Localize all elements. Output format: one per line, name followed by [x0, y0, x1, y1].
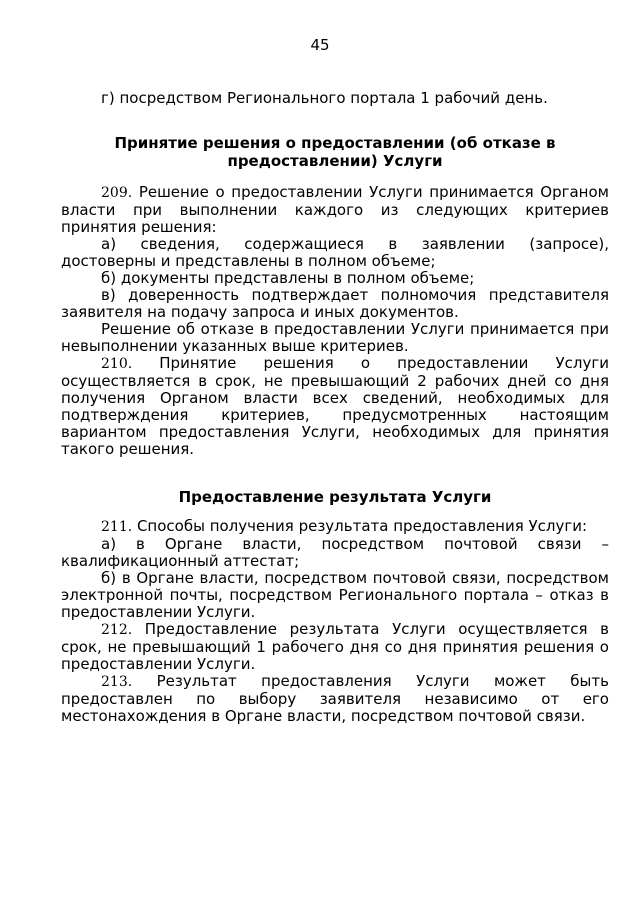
paragraph-text: Решение о предоставлении Услуги принимается Органом власти при выполнении каждого из следующих критериев принятия решения: [61, 183, 609, 236]
paragraph-211 [61, 518, 609, 536]
section1-heading [61, 134, 609, 170]
refusal-paragraph: Решение об отказе в предоставлении Услуги принимается при невыполнении указанных выше критериев. [61, 320, 609, 355]
paragraph-number: 213. [101, 674, 133, 690]
paragraph-number: 210. [101, 356, 133, 372]
intro-text: г) посредством Регионального портала 1 рабочий день. [101, 89, 548, 107]
paragraph-213 [61, 673, 609, 725]
page-number: 45 [310, 36, 330, 54]
list-item-b: б) документы представлены в полном объеме; [101, 269, 475, 287]
section1-body [61, 184, 609, 458]
paragraph-number: 209. [101, 185, 133, 201]
paragraph-210 [61, 355, 609, 458]
section1-heading-line2: предоставлении) Услуги [227, 152, 443, 170]
paragraph-212 [61, 621, 609, 673]
list-item-a: а) сведения, содержащиеся в заявлении (запросе), достоверны и представлены в полном объеме; [61, 235, 609, 270]
paragraph-text: Способы получения результата предоставления Услуги: [136, 517, 588, 535]
paragraph-text: Предоставление результата Услуги осуществляется в срок, не превышающий 1 рабочего дня со дня принятия решения о предоставлении Услуги. [61, 620, 609, 673]
section2-body [61, 518, 609, 725]
list-item-a: а) в Органе власти, посредством почтовой связи – квалификационный аттестат; [61, 535, 609, 570]
section1-heading-line1: Принятие решения о предоставлении (об отказе в [114, 134, 556, 152]
paragraph-text: Результат предоставления Услуги может быть предоставлен по выбору заявителя независимо от его местонахождения в Органе власти, посредством почтовой связи. [61, 672, 609, 725]
intro-line [61, 90, 609, 107]
paragraph-text: Принятие решения о предоставлении Услуги осуществляется в срок, не превышающий 2 рабочих дней со дня получения Органом власти всех сведений, необходимых для подтверждения критериев, предусмотренных настоящим вариантом предоставления Услуги, необходимых для принятия такого решения. [61, 354, 609, 458]
list-item-b: б) в Органе власти, посредством почтовой связи, посредством электронной почты, посредством Регионального портала – отказ в предоставлении Услуги. [61, 569, 609, 621]
paragraph-number: 212. [101, 622, 133, 638]
list-item-c: в) доверенность подтверждает полномочия представителя заявителя на подачу запроса и иных документов. [61, 286, 609, 321]
paragraph-number: 211. [101, 519, 133, 535]
section2-heading: Предоставление результата Услуги [178, 488, 492, 506]
paragraph-209 [61, 184, 609, 236]
